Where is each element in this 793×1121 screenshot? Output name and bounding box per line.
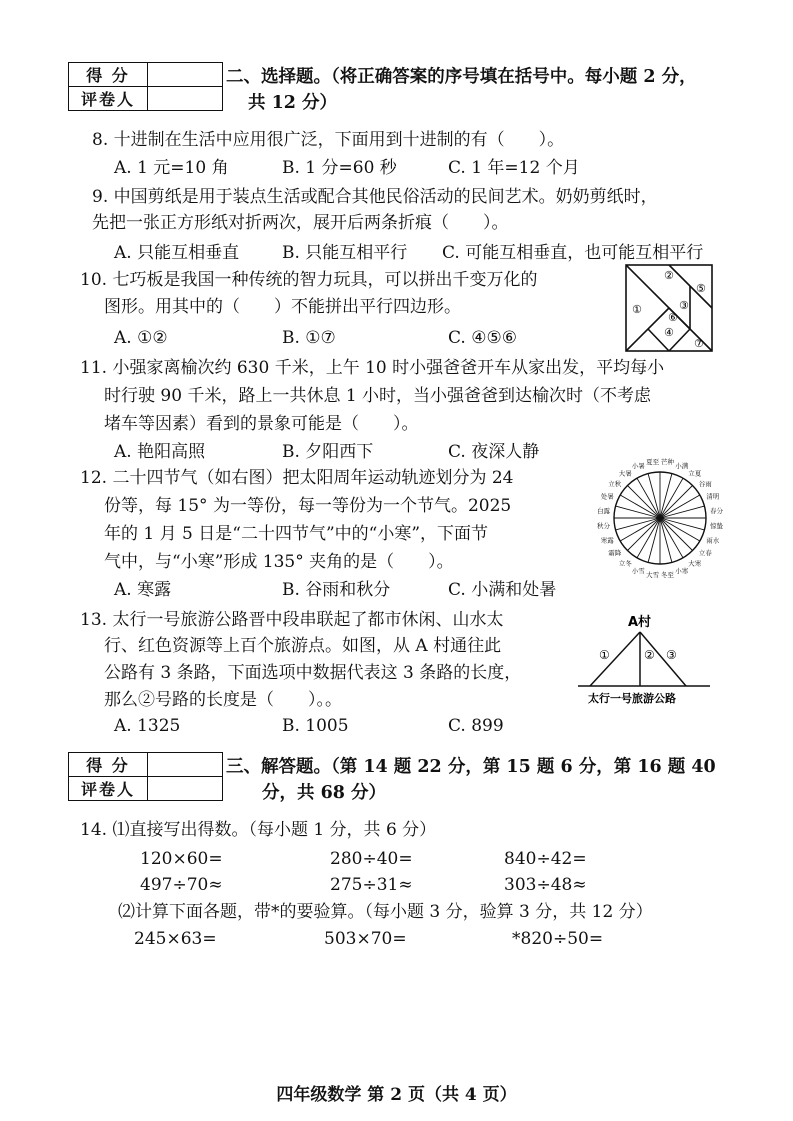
wheel-spoke <box>616 506 660 518</box>
q12-stem-cont2: 年的 1 月 5 日是“二十四节气”中的“小寒”，下面节 <box>104 524 489 544</box>
q12-option-a: A. 寒露 <box>114 580 172 600</box>
solar-term-label: 大暑 <box>618 469 632 478</box>
q11-stem-cont2: 堵车等因素）看到的景象可能是（ ）。 <box>104 414 419 434</box>
calc-item: 280÷40= <box>330 849 413 869</box>
solar-term-label: 秋分 <box>597 521 610 530</box>
solar-term-label: 白露 <box>597 507 610 516</box>
wheel-spoke <box>660 518 704 530</box>
solar-term-label: 小满 <box>675 461 689 470</box>
solar-terms-wheel <box>592 450 728 586</box>
q9-option-a: A. 只能互相垂直 <box>114 243 240 263</box>
calc-item: 503×70= <box>324 929 407 949</box>
tangram-figure <box>624 263 714 353</box>
solar-term-label: 处暑 <box>600 492 614 501</box>
q9-option-b: B. 只能互相平行 <box>282 243 408 263</box>
solar-term-label: 夏至 <box>646 458 660 466</box>
q11-option-c: C. 夜深人静 <box>448 442 540 462</box>
calc-item: 275÷31≈ <box>330 875 413 895</box>
grader-label: 评卷人 <box>69 87 148 111</box>
solar-term-label: 寒露 <box>600 536 614 545</box>
grader-blank <box>148 87 223 111</box>
q12-stem-cont3: 气中，与“小寒”形成 135° 夹角的是（ ）。 <box>104 552 454 572</box>
wheel-spoke <box>648 518 660 562</box>
tangram-label-4: ④ <box>664 326 674 339</box>
q11-stem: 11. 小强家离榆次约 630 千米，上午 10 时小强爸爸开车从家出发，平均每小 <box>80 358 665 378</box>
solar-term-label: 立冬 <box>618 559 632 568</box>
solar-term-label: 小寒 <box>675 567 689 576</box>
q14-part2-title: ⑵计算下面各题，带*的要验算。（每小题 3 分，验算 3 分，共 12 分） <box>118 902 653 922</box>
section3-title-cont: 分，共 68 分） <box>262 783 387 803</box>
solar-term-label: 小雪 <box>631 567 645 576</box>
solar-term-label: 芒种 <box>660 458 674 466</box>
calc-item: 303÷48≈ <box>504 875 587 895</box>
q9-option-c: C. 可能互相垂直，也可能互相平行 <box>442 243 704 263</box>
tangram-label-1: ① <box>632 303 642 316</box>
score-blank <box>148 753 223 777</box>
solar-term-label: 惊蛰 <box>710 521 723 530</box>
solar-term-label: 春分 <box>710 507 723 516</box>
solar-term-label: 谷雨 <box>698 479 712 488</box>
calc-item: 245×63= <box>134 929 217 949</box>
q10-stem-cont: 图形。用其中的（ ）不能拼出平行四边形。 <box>104 297 461 317</box>
solar-term-label: 大雪 <box>646 571 660 579</box>
calc-item: 840÷42= <box>504 849 587 869</box>
q12-stem: 12. 二十四节气（如右图）把太阳周年运动轨迹划分为 24 <box>80 468 514 488</box>
calc-item: *820÷50= <box>512 929 604 949</box>
solar-term-label: 雨水 <box>706 536 720 545</box>
tangram-label-7: ⑦ <box>694 337 704 350</box>
solar-term-label: 大寒 <box>688 559 702 568</box>
q11-option-a: A. 艳阳高照 <box>114 442 206 462</box>
solar-term-label: 清明 <box>706 492 720 501</box>
tangram-label-5: ⑤ <box>696 282 706 295</box>
q10-stem: 10. 七巧板是我国一种传统的智力玩具，可以拼出千变万化的 <box>80 270 538 290</box>
page-footer: 四年级数学 第 2 页（共 4 页） <box>276 1085 517 1105</box>
solar-term-label: 冬至 <box>660 571 674 579</box>
calc-item: 497÷70≈ <box>140 875 223 895</box>
score-label: 得 分 <box>69 753 148 777</box>
q8-option-b: B. 1 分=60 秒 <box>282 158 397 178</box>
q8-option-c: C. 1 年=12 个月 <box>448 158 580 178</box>
q13-option-c: C. 899 <box>448 716 504 736</box>
q13-stem-cont1: 行、红色资源等上百个旅游点。如图，从 A 村通往此 <box>104 636 502 656</box>
q8-option-a: A. 1 元=10 角 <box>114 158 229 178</box>
score-label: 得 分 <box>69 63 148 87</box>
score-blank <box>148 63 223 87</box>
road-label-3: ③ <box>666 648 677 662</box>
q10-option-a: A. ①② <box>114 328 168 348</box>
q11-option-b: B. 夕阳西下 <box>282 442 374 462</box>
section2-title-cont: 共 12 分） <box>248 93 338 113</box>
q9-stem-cont: 先把一张正方形纸对折两次，展开后两条折痕（ ）。 <box>92 213 509 233</box>
q8-stem: 8. 十进制在生活中应用很广泛，下面用到十进制的有（ ）。 <box>92 130 565 150</box>
grader-blank <box>148 777 223 801</box>
solar-term-label: 小暑 <box>631 461 645 470</box>
q10-option-c: C. ④⑤⑥ <box>448 328 517 348</box>
solar-term-label: 立夏 <box>688 469 702 478</box>
grader-label: 评卷人 <box>69 777 148 801</box>
wheel-spoke <box>648 474 660 518</box>
calc-item: 120×60= <box>140 849 223 869</box>
tangram-label-6: ⑥ <box>668 311 678 324</box>
q13-stem-cont2: 公路有 3 条路，下面选项中数据代表这 3 条路的长度， <box>104 663 522 683</box>
wheel-spoke <box>660 506 704 518</box>
q12-option-c: C. 小满和处暑 <box>448 580 557 600</box>
q13-option-b: B. 1005 <box>282 716 349 736</box>
tangram-label-3: ③ <box>679 299 689 312</box>
q14-part1-title: 14. ⑴直接写出得数。（每小题 1 分，共 6 分） <box>80 820 437 840</box>
wheel-spoke <box>616 518 660 530</box>
q13-option-a: A. 1325 <box>114 716 181 736</box>
road-name: 太行一号旅游公路 <box>588 692 676 705</box>
village-a-label: A村 <box>628 615 652 630</box>
road-figure <box>574 610 714 708</box>
q13-stem: 13. 太行一号旅游公路晋中段串联起了都市休闲、山水太 <box>80 610 504 630</box>
solar-term-label: 立秋 <box>608 479 622 488</box>
wheel-spoke <box>660 518 672 562</box>
solar-term-label: 霜降 <box>608 549 622 558</box>
road-label-1: ① <box>599 648 610 662</box>
section3-title: 三、解答题。（第 14 题 22 分，第 15 题 6 分，第 16 题 40 <box>226 757 716 777</box>
q12-option-b: B. 谷雨和秋分 <box>282 580 391 600</box>
section3-score-box <box>68 752 223 801</box>
wheel-spoke <box>660 474 672 518</box>
q9-stem: 9. 中国剪纸是用于装点生活或配合其他民俗活动的民间艺术。奶奶剪纸时， <box>92 187 658 207</box>
q13-stem-cont3: 那么②号路的长度是（ ）。。 <box>104 690 342 710</box>
q10-option-b: B. ①⑦ <box>282 328 336 348</box>
q12-stem-cont1: 份等，每 15° 为一等份，每一等份为一个节气。2025 <box>104 496 512 516</box>
solar-term-label: 立春 <box>698 549 712 558</box>
road-label-2: ② <box>644 648 655 662</box>
tangram-label-2: ② <box>664 269 674 282</box>
section2-score-box <box>68 62 223 111</box>
section2-title: 二、选择题。（将正确答案的序号填在括号中。每小题 2 分， <box>226 67 697 87</box>
q11-stem-cont1: 时行驶 90 千米，路上一共休息 1 小时，当小强爸爸到达榆次时（不考虑 <box>104 386 652 406</box>
